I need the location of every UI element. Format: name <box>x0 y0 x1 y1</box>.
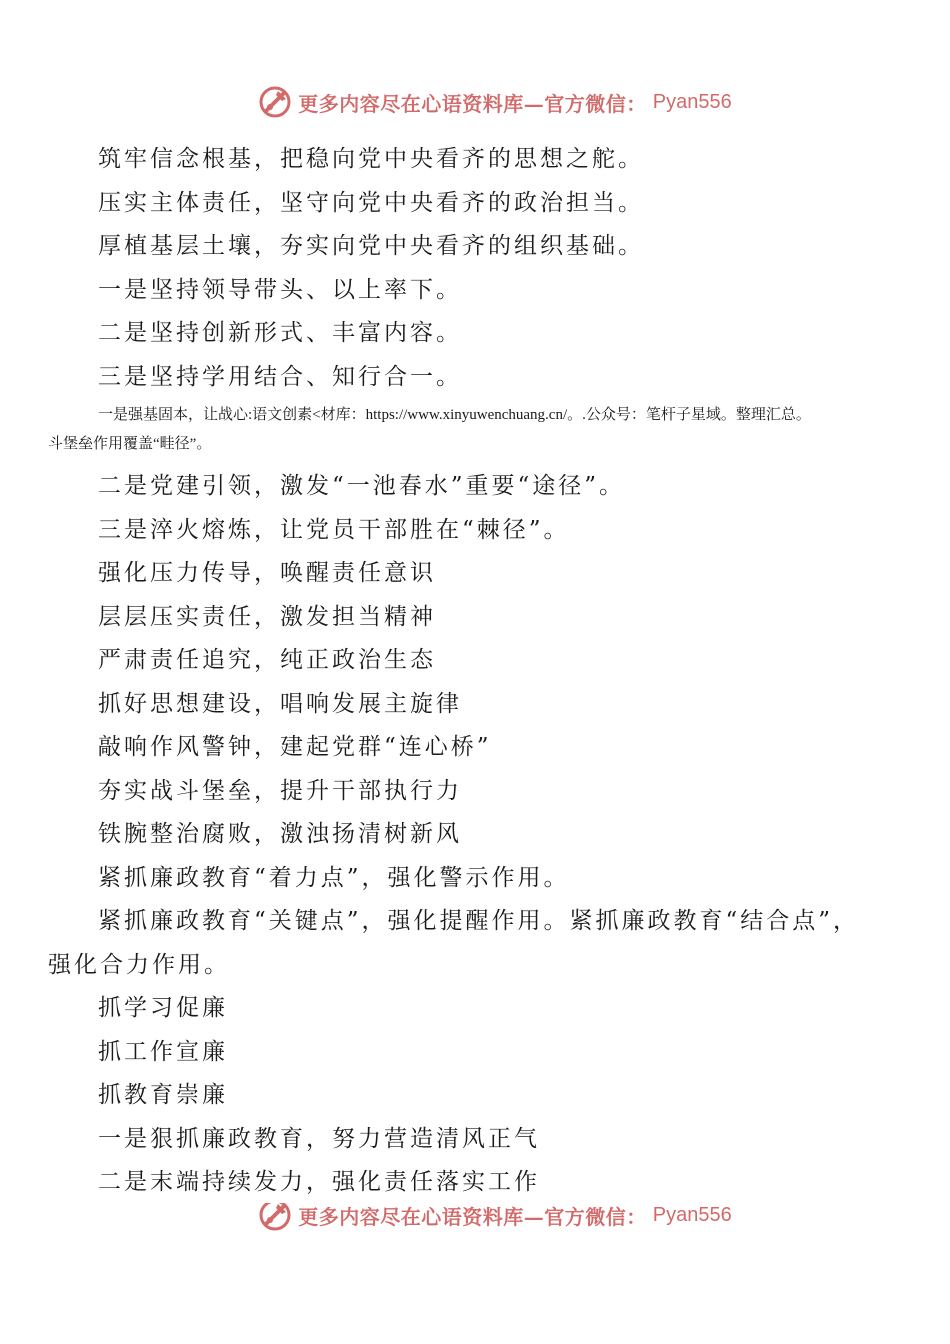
text-line: 一是坚持领导带头、以上率下。 <box>98 276 462 303</box>
text-line: 紧抓廉政教育“着力点”，强化警示作用。 <box>98 864 570 891</box>
small-paragraph-line: 一是强基固本，让战心:语文创素<材库：https://www.xinyuwenchuang.cn/。.公众号：笔杆子星域。整理汇总。 <box>98 407 811 423</box>
text-line: 抓学习促廉 <box>98 995 228 1021</box>
wrapped-paragraph-line: 强化合力作用。 <box>48 951 230 978</box>
text-line: 二是坚持创新形式、丰富内容。 <box>98 320 462 346</box>
document-body <box>48 138 908 1205</box>
text-line: 筑牢信念根基，把稳向党中央看齐的思想之舵。 <box>98 146 644 172</box>
text-line: 三是淬火熔炼，让党员干部胜在“棘径”。 <box>98 516 570 543</box>
small-paragraph <box>48 401 908 459</box>
text-line: 压实主体责任，坚守向党中央看齐的政治担当。 <box>98 189 644 216</box>
brand-logo-icon <box>258 85 292 119</box>
text-line: 层层压实责任，激发担当精神 <box>98 603 436 630</box>
banner-text: 更多内容尽在心语资料库—官方微信： <box>298 1204 647 1229</box>
header-banner <box>0 82 950 122</box>
small-paragraph-line: 斗堡垒作用覆盖“畦径”。 <box>48 436 212 452</box>
text-line: 夯实战斗堡垒，提升干部执行力 <box>98 777 462 804</box>
text-line: 厚植基层土壤，夯实向党中央看齐的组织基础。 <box>98 233 644 259</box>
wrapped-paragraph-line: 紧抓廉政教育“关键点”，强化提醒作用。紧抓廉政教育“结合点”， <box>98 908 860 934</box>
text-line: 铁腕整治腐败，激浊扬清树新风 <box>98 821 462 847</box>
wrapped-paragraph <box>48 900 908 987</box>
banner-wechat-id: Pyan556 <box>652 90 732 113</box>
brand-logo-icon <box>258 1203 292 1232</box>
text-line: 严肃责任追究，纯正政治生态 <box>98 647 436 673</box>
banner-wechat-id: Pyan556 <box>652 1203 732 1226</box>
text-line: 抓好思想建设，唱响发展主旋律 <box>98 690 462 717</box>
text-line: 一是狠抓廉政教育，努力营造清风正气 <box>98 1125 540 1152</box>
text-line: 二是末端持续发力，强化责任落实工作 <box>98 1169 540 1195</box>
text-line: 敲响作风警钟，建起党群“连心桥” <box>98 734 492 760</box>
footer-banner <box>0 1203 950 1239</box>
text-line: 二是党建引领，激发“一池春水”重要“途径”。 <box>98 473 626 499</box>
text-line: 抓工作宣廉 <box>98 1038 228 1065</box>
text-line: 强化压力传导，唤醒责任意识 <box>98 560 436 586</box>
text-line: 抓教育崇廉 <box>98 1082 228 1108</box>
banner-text: 更多内容尽在心语资料库—官方微信： <box>298 91 647 116</box>
text-line: 三是坚持学用结合、知行合一。 <box>98 363 462 390</box>
